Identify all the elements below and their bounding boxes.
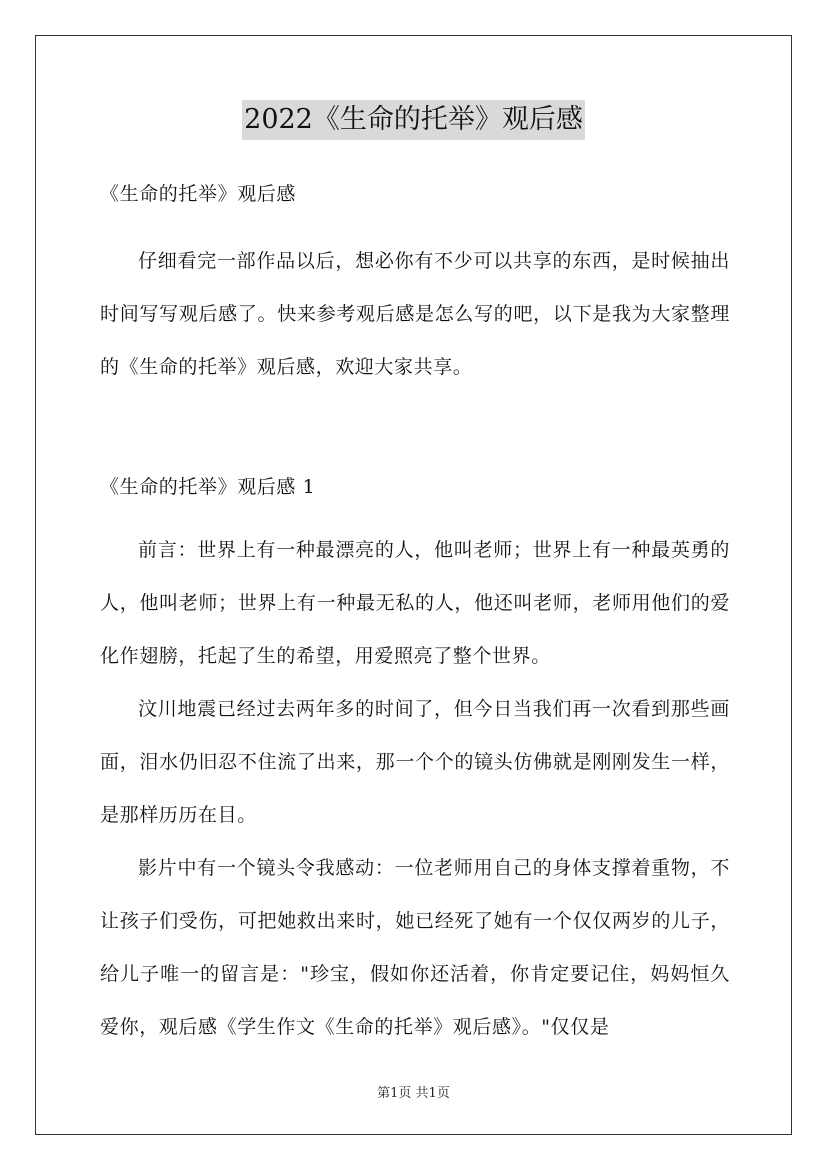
- spacer: [100, 394, 730, 468]
- body-paragraph-2: 汶川地震已经过去两年多的时间了，但今日当我们再一次看到那些画面，泪水仍旧忍不住流了出来，那一个个的镜头仿佛就是刚刚发生一样，是那样历历在目。: [100, 698, 730, 826]
- section-heading: 《生命的托举》观后感 1: [100, 476, 316, 498]
- title-container: [0, 100, 827, 140]
- document-body: [100, 175, 730, 1054]
- document-title: 2022《生命的托举》观后感: [242, 100, 585, 140]
- spacer: [100, 213, 730, 235]
- spacer: [100, 506, 730, 524]
- body-paragraph-3: 影片中有一个镜头令我感动：一位老师用自己的身体支撑着重物，不让孩子们受伤，可把她救出来时，她已经死了她有一个仅仅两岁的儿子，给儿子唯一的留言是："珍宝，假如你还活着，你肯定要记住，妈妈恒久爱你，观后感《学生作文《生命的托举》观后感》。"仅仅是: [100, 857, 730, 1038]
- page-footer: 第1页 共1页: [377, 1086, 450, 1101]
- intro-heading: 《生命的托举》观后感: [100, 183, 297, 205]
- body-paragraph-1: 前言：世界上有一种最漂亮的人，他叫老师；世界上有一种最英勇的人，他叫老师；世界上有一种最无私的人，他还叫老师，老师用他们的爱化作翅膀，托起了生的希望，用爱照亮了整个世界。: [100, 539, 730, 667]
- intro-paragraph: 仔细看完一部作品以后，想必你有不少可以共享的东西，是时候抽出时间写写观后感了。快来参考观后感是怎么写的吧，以下是我为大家整理的《生命的托举》观后感，欢迎大家共享。: [100, 250, 730, 378]
